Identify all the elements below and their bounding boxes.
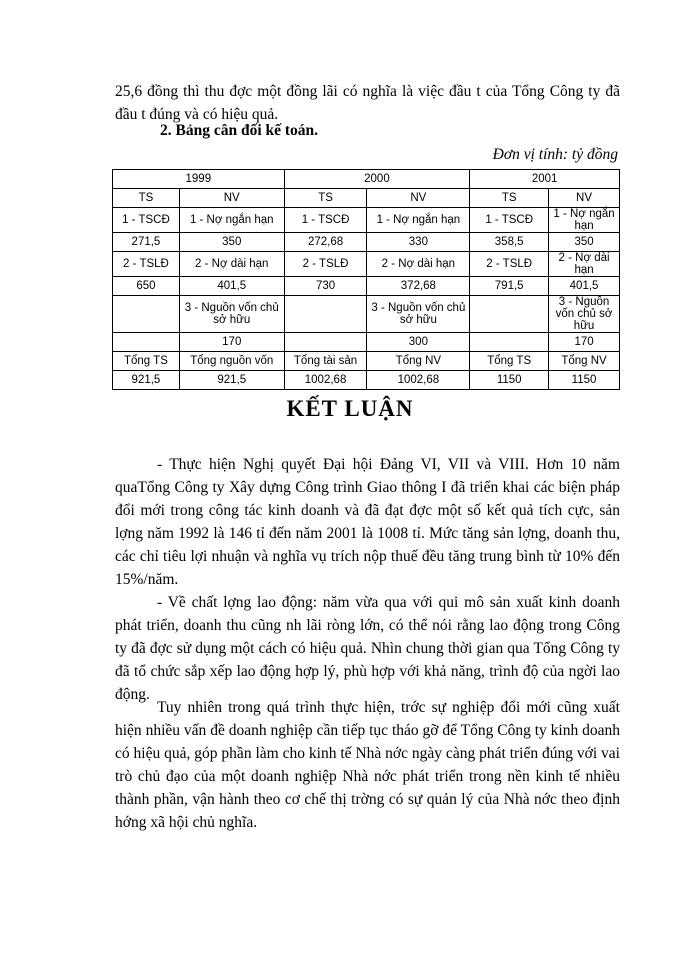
table-cell: Tổng TS: [113, 352, 180, 371]
year-header-row: [113, 170, 620, 189]
subheader-cell: TS: [284, 189, 367, 208]
section-heading: 2. Bảng cân đối kế toán.: [160, 122, 319, 139]
table-cell: 2 - TSLĐ: [284, 252, 367, 277]
table-cell: 372,68: [367, 277, 470, 296]
table-row: [113, 333, 620, 352]
table-cell: [470, 333, 549, 352]
table-cell: 3 - Nguồn vốn chủ sở hữu: [179, 296, 284, 333]
table-cell: 1 - Nợ ngắn hạn: [549, 208, 620, 233]
table-cell: [470, 296, 549, 333]
table-cell: [284, 333, 367, 352]
table-cell: 1002,68: [284, 371, 367, 390]
table-cell: 1 - Nợ ngắn hạn: [179, 208, 284, 233]
table-row: [113, 352, 620, 371]
subheader-cell: TS: [113, 189, 180, 208]
table-cell: 170: [179, 333, 284, 352]
table-cell: Tổng nguồn vốn: [179, 352, 284, 371]
table-cell: 3 - Nguồn vốn chủ sở hữu: [549, 296, 620, 333]
table-cell: 2 - TSLĐ: [470, 252, 549, 277]
table-row: [113, 371, 620, 390]
table-cell: Tổng NV: [367, 352, 470, 371]
table-cell: 1002,68: [367, 371, 470, 390]
subheader-row: [113, 189, 620, 208]
table-cell: 1 - TSCĐ: [113, 208, 180, 233]
table-cell: [284, 296, 367, 333]
table-cell: 271,5: [113, 233, 180, 252]
table-cell: 921,5: [113, 371, 180, 390]
year-header-cell: 2001: [470, 170, 620, 189]
table-cell: 650: [113, 277, 180, 296]
unit-note: Đơn vị tính: tỷ đồng: [492, 146, 618, 163]
table-cell: Tổng tài sản: [284, 352, 367, 371]
table-row: [113, 233, 620, 252]
table-cell: 921,5: [179, 371, 284, 390]
subheader-cell: TS: [470, 189, 549, 208]
table-cell: 350: [179, 233, 284, 252]
table-cell: 730: [284, 277, 367, 296]
table-cell: 358,5: [470, 233, 549, 252]
table-cell: 3 - Nguồn vốn chủ sở hữu: [367, 296, 470, 333]
conclusion-paragraph-3: Tuy nhiên trong quá trình thực hiện, trớc sự nghiệp đổi mới cũng xuất hiện nhiều vấn đề doanh nghiệp cần tiếp tục tháo gỡ để Tổng Công ty kinh doanh có hiệu quả, góp phần làm cho kinh tế Nhà nớc ngày càng phát triển đúng với vai trò chủ đạo của một doanh nghiệp Nhà nớc phát triển trong nền kinh tế nhiều thành phần, vận hành theo cơ chế thị trờng có sự quản lý của Nhà nớc theo định hớng xã hội chủ nghĩa.: [115, 699, 620, 831]
conclusion-paragraph-1: - Thực hiện Nghị quyết Đại hội Đảng VI, VII và VIII. Hơn 10 năm quaTổng Công ty Xây dựng Công trình Giao thông I đã triển khai các biện pháp đổi mới trong công tác kinh doanh và đã đạt đợc một số kết quả tích cực, sản lợng năm 1992 là 146 tỉ đến năm 2001 là 1008 tỉ. Mức tăng sản lợng, doanh thu, các chỉ tiêu lợi nhuận và nghĩa vụ trích nộp thuế đều tăng trung bình từ 10% đến 15%/năm.: [115, 456, 620, 588]
table-cell: 2 - TSLĐ: [113, 252, 180, 277]
table-cell: 1 - TSCĐ: [284, 208, 367, 233]
table-cell: 1 - TSCĐ: [470, 208, 549, 233]
table-cell: 300: [367, 333, 470, 352]
year-header-cell: 1999: [113, 170, 285, 189]
table-cell: [113, 333, 180, 352]
table-cell: 1150: [549, 371, 620, 390]
table-cell: 1 - Nợ ngắn hạn: [367, 208, 470, 233]
table-cell: 330: [367, 233, 470, 252]
table-cell: Tổng NV: [549, 352, 620, 371]
year-header-cell: 2000: [284, 170, 470, 189]
table-cell: [113, 296, 180, 333]
table-cell: 791,5: [470, 277, 549, 296]
intro-paragraph: 25,6 đồng thì thu đợc một đồng lãi có nghĩa là việc đầu t của Tổng Công ty đã đầu t đúng và có hiệu quả.: [115, 83, 620, 123]
subheader-cell: NV: [367, 189, 470, 208]
table-row: [113, 296, 620, 333]
table-cell: 2 - Nợ dài hạn: [549, 252, 620, 277]
table-cell: 401,5: [549, 277, 620, 296]
table-row: [113, 208, 620, 233]
table-cell: 272,68: [284, 233, 367, 252]
table-cell: 2 - Nợ dài hạn: [179, 252, 284, 277]
table-cell: Tổng TS: [470, 352, 549, 371]
conclusion-paragraph-2: - Về chất lợng lao động: năm vừa qua với qui mô sản xuất kinh doanh phát triển, doanh thu cũng nh lãi ròng lớn, có thể nói rằng lao động trong Công ty đã đợc sử dụng một cách có hiệu quả. Nhìn chung thời gian qua Tổng Công ty đã tổ chức sắp xếp lao động hợp lý, phù hợp với khả năng, trình độ của ngời lao động.: [115, 594, 620, 703]
table-cell: 2 - Nợ dài hạn: [367, 252, 470, 277]
table-cell: 1150: [470, 371, 549, 390]
table-cell: 170: [549, 333, 620, 352]
balance-sheet-table: [112, 169, 620, 390]
table-cell: 401,5: [179, 277, 284, 296]
table-cell: 350: [549, 233, 620, 252]
subheader-cell: NV: [179, 189, 284, 208]
table-row: [113, 277, 620, 296]
conclusion-title: KẾT LUẬN: [286, 396, 414, 421]
table-row: [113, 252, 620, 277]
subheader-cell: NV: [549, 189, 620, 208]
